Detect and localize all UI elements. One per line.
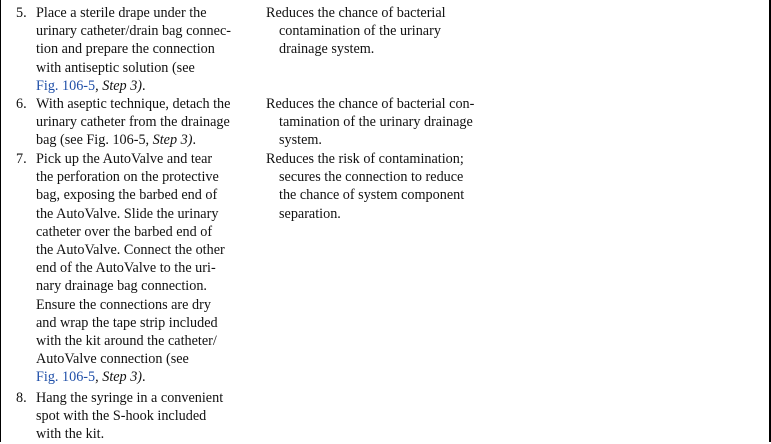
text-run: .	[192, 132, 196, 149]
text-run: ,	[95, 77, 103, 94]
text-run: spot with the S-hook included	[36, 408, 207, 425]
step-text-line	[36, 332, 261, 350]
text-run: urinary catheter from the drainage	[36, 114, 230, 131]
step-text-line	[36, 296, 261, 314]
text-run: ,	[95, 369, 103, 386]
step-text-line	[36, 259, 261, 277]
step-text	[36, 95, 261, 150]
step-text-line	[36, 368, 261, 386]
step-text-line	[36, 314, 261, 332]
step-7	[16, 150, 261, 387]
rationale-line: contamination of the urinary	[279, 23, 441, 40]
step-text-line	[36, 407, 261, 425]
step-number: 7.	[16, 151, 27, 167]
step-text-line	[36, 150, 261, 168]
text-run: .	[142, 369, 146, 386]
text-run: .	[142, 77, 146, 94]
rationale-step-6	[266, 95, 501, 150]
step-text-line	[36, 95, 261, 113]
rationale-line: separation.	[279, 205, 341, 222]
text-run: and wrap the tape strip included	[36, 314, 218, 331]
rationale-line: secures the connection to reduce	[279, 169, 464, 186]
step-8	[16, 389, 261, 444]
text-run: Ensure the connections are dry	[36, 296, 211, 313]
step-reference: Step 3)	[102, 369, 143, 386]
step-number: 8.	[16, 390, 27, 406]
text-run: bag, exposing the barbed end of	[36, 187, 218, 204]
text-run: with antiseptic solution (see	[36, 59, 195, 76]
step-text-line	[36, 223, 261, 241]
rationale-line: Reduces the chance of bacterial	[266, 5, 446, 21]
step-5	[16, 4, 261, 95]
step-text-line	[36, 241, 261, 259]
step-text-line	[36, 131, 261, 149]
step-text-line	[36, 389, 261, 407]
rationale-step-5	[266, 4, 501, 59]
step-text-line	[36, 40, 261, 58]
rationale-line: Reduces the risk of contamination;	[266, 151, 464, 167]
step-number: 5.	[16, 5, 27, 21]
step-text-line	[36, 350, 261, 368]
text-run: with the kit.	[36, 426, 105, 443]
step-text-line	[36, 205, 261, 223]
step-text-line	[36, 59, 261, 77]
step-number: 6.	[16, 96, 27, 112]
rationale-line: tamination of the urinary drainage	[279, 114, 473, 131]
text-run: urinary catheter/drain bag connec-	[36, 23, 231, 40]
text-run: the perforation on the protective	[36, 169, 219, 186]
text-run: the AutoValve. Slide the urinary	[36, 205, 219, 222]
step-text-line	[36, 168, 261, 186]
rationale-line: Reduces the chance of bacterial con-	[266, 96, 475, 112]
step-reference: Step 3)	[102, 77, 143, 94]
text-run: tion and prepare the connection	[36, 41, 215, 58]
step-text	[36, 4, 261, 95]
step-text-line	[36, 22, 261, 40]
text-run: Pick up the AutoValve and tear	[36, 151, 213, 167]
rationale-line: system.	[279, 132, 322, 149]
text-run: bag (see Fig. 106-5,	[36, 132, 153, 149]
figure-reference-link[interactable]: Fig. 106-5	[36, 77, 96, 94]
step-text-line	[36, 113, 261, 131]
text-run: Place a sterile drape under the	[36, 5, 207, 21]
step-text	[36, 150, 261, 387]
rationale-step-7	[266, 150, 501, 223]
rationale-line: the chance of system component	[279, 187, 465, 204]
rationale-line: drainage system.	[279, 41, 375, 58]
step-text-line	[36, 277, 261, 295]
text-run: AutoValve connection (see	[36, 351, 189, 368]
text-run: Hang the syringe in a convenient	[36, 390, 224, 406]
step-text-line	[36, 425, 261, 443]
text-run: With aseptic technique, detach the	[36, 96, 231, 112]
text-run: with the kit around the catheter/	[36, 333, 217, 350]
step-text-line	[36, 77, 261, 95]
text-run: the AutoValve. Connect the other	[36, 242, 225, 259]
step-6	[16, 95, 261, 150]
step-text-line	[36, 186, 261, 204]
step-reference: Step 3)	[152, 132, 193, 149]
text-run: nary drainage bag connection.	[36, 278, 207, 295]
text-run: catheter over the barbed end of	[36, 223, 213, 240]
left-border-rule	[0, 0, 1, 442]
step-text	[36, 389, 261, 444]
figure-reference-link[interactable]: Fig. 106-5	[36, 369, 96, 386]
text-run: end of the AutoValve to the uri-	[36, 260, 216, 277]
step-text-line	[36, 4, 261, 22]
